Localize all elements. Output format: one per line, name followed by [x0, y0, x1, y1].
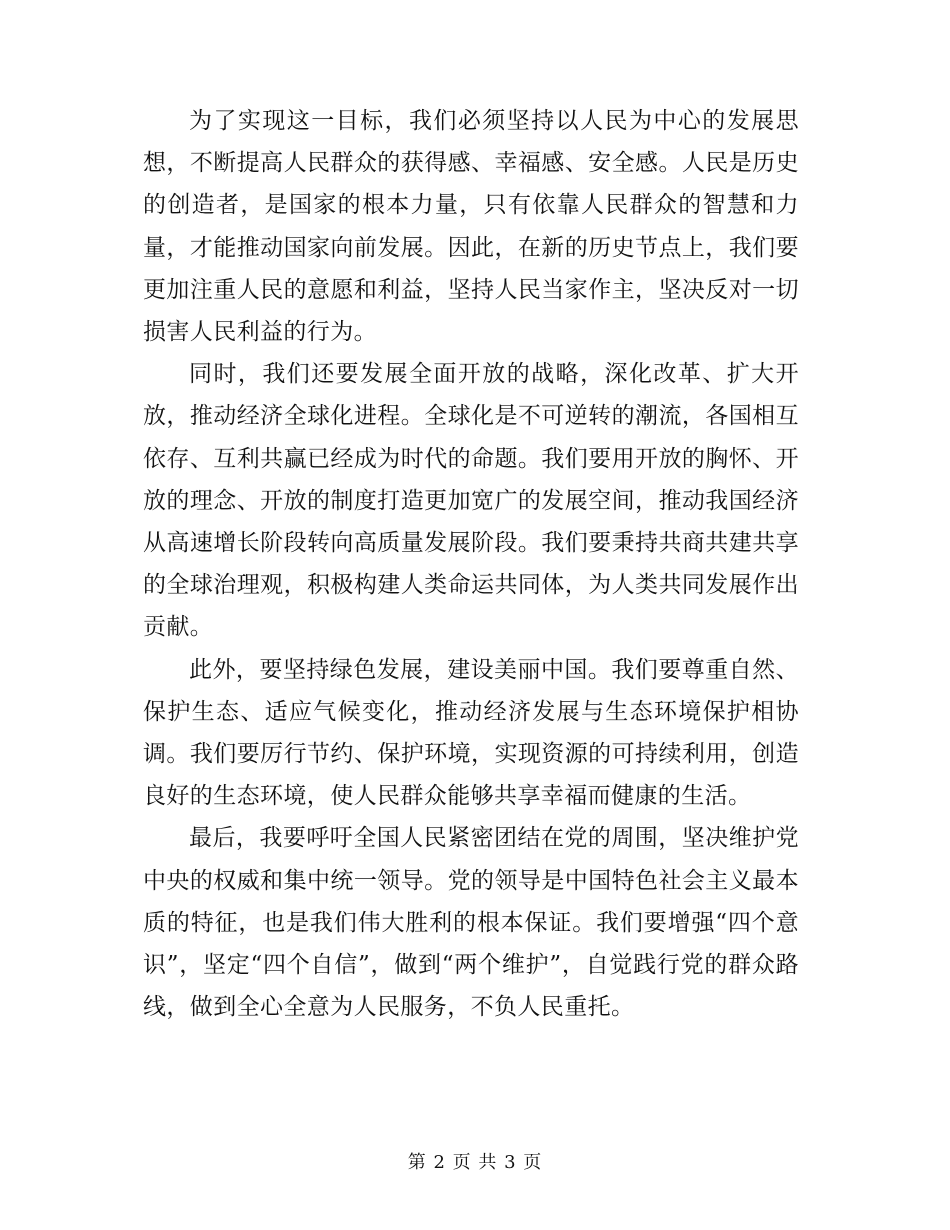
- paragraph-green-development: 此外，要坚持绿色发展，建设美丽中国。我们要尊重自然、保护生态、适应气候变化，推动经济发展与生态环境保护相协调。我们要厉行节约、保护环境，实现资源的可持续利用，创造良好的生态环境，使人民群众能够共享幸福而健康的生活。: [143, 656, 799, 810]
- document-body: [143, 100, 799, 1028]
- paragraph-party-leadership: 最后，我要呼吁全国人民紧密团结在党的周围，坚决维护党中央的权威和集中统一领导。党的领导是中国特色社会主义最本质的特征，也是我们伟大胜利的根本保证。我们要增强“四个意识”，坚定“四个自信”，做到“两个维护”，自觉践行党的群众路线，做到全心全意为人民服务，不负人民重托。: [143, 825, 799, 1021]
- paragraph-opening-up: 同时，我们还要发展全面开放的战略，深化改革、扩大开放，推动经济全球化进程。全球化是不可逆转的潮流，各国相互依存、互利共赢已经成为时代的命题。我们要用开放的胸怀、开放的理念、开放的制度打造更加宽广的发展空间，推动我国经济从高速增长阶段转向高质量发展阶段。我们要秉持共商共建共享的全球治理观，积极构建人类命运共同体，为人类共同发展作出贡献。: [143, 361, 799, 641]
- paragraph-people-centered: 为了实现这一目标，我们必须坚持以人民为中心的发展思想，不断提高人民群众的获得感、幸福感、安全感。人民是历史的创造者，是国家的根本力量，只有依靠人民群众的智慧和力量，才能推动国家向前发展。因此，在新的历史节点上，我们要更加注重人民的意愿和利益，坚持人民当家作主，坚决反对一切损害人民利益的行为。: [143, 108, 799, 346]
- page-number-footer: 第 2 页 共 3 页: [407, 1152, 543, 1173]
